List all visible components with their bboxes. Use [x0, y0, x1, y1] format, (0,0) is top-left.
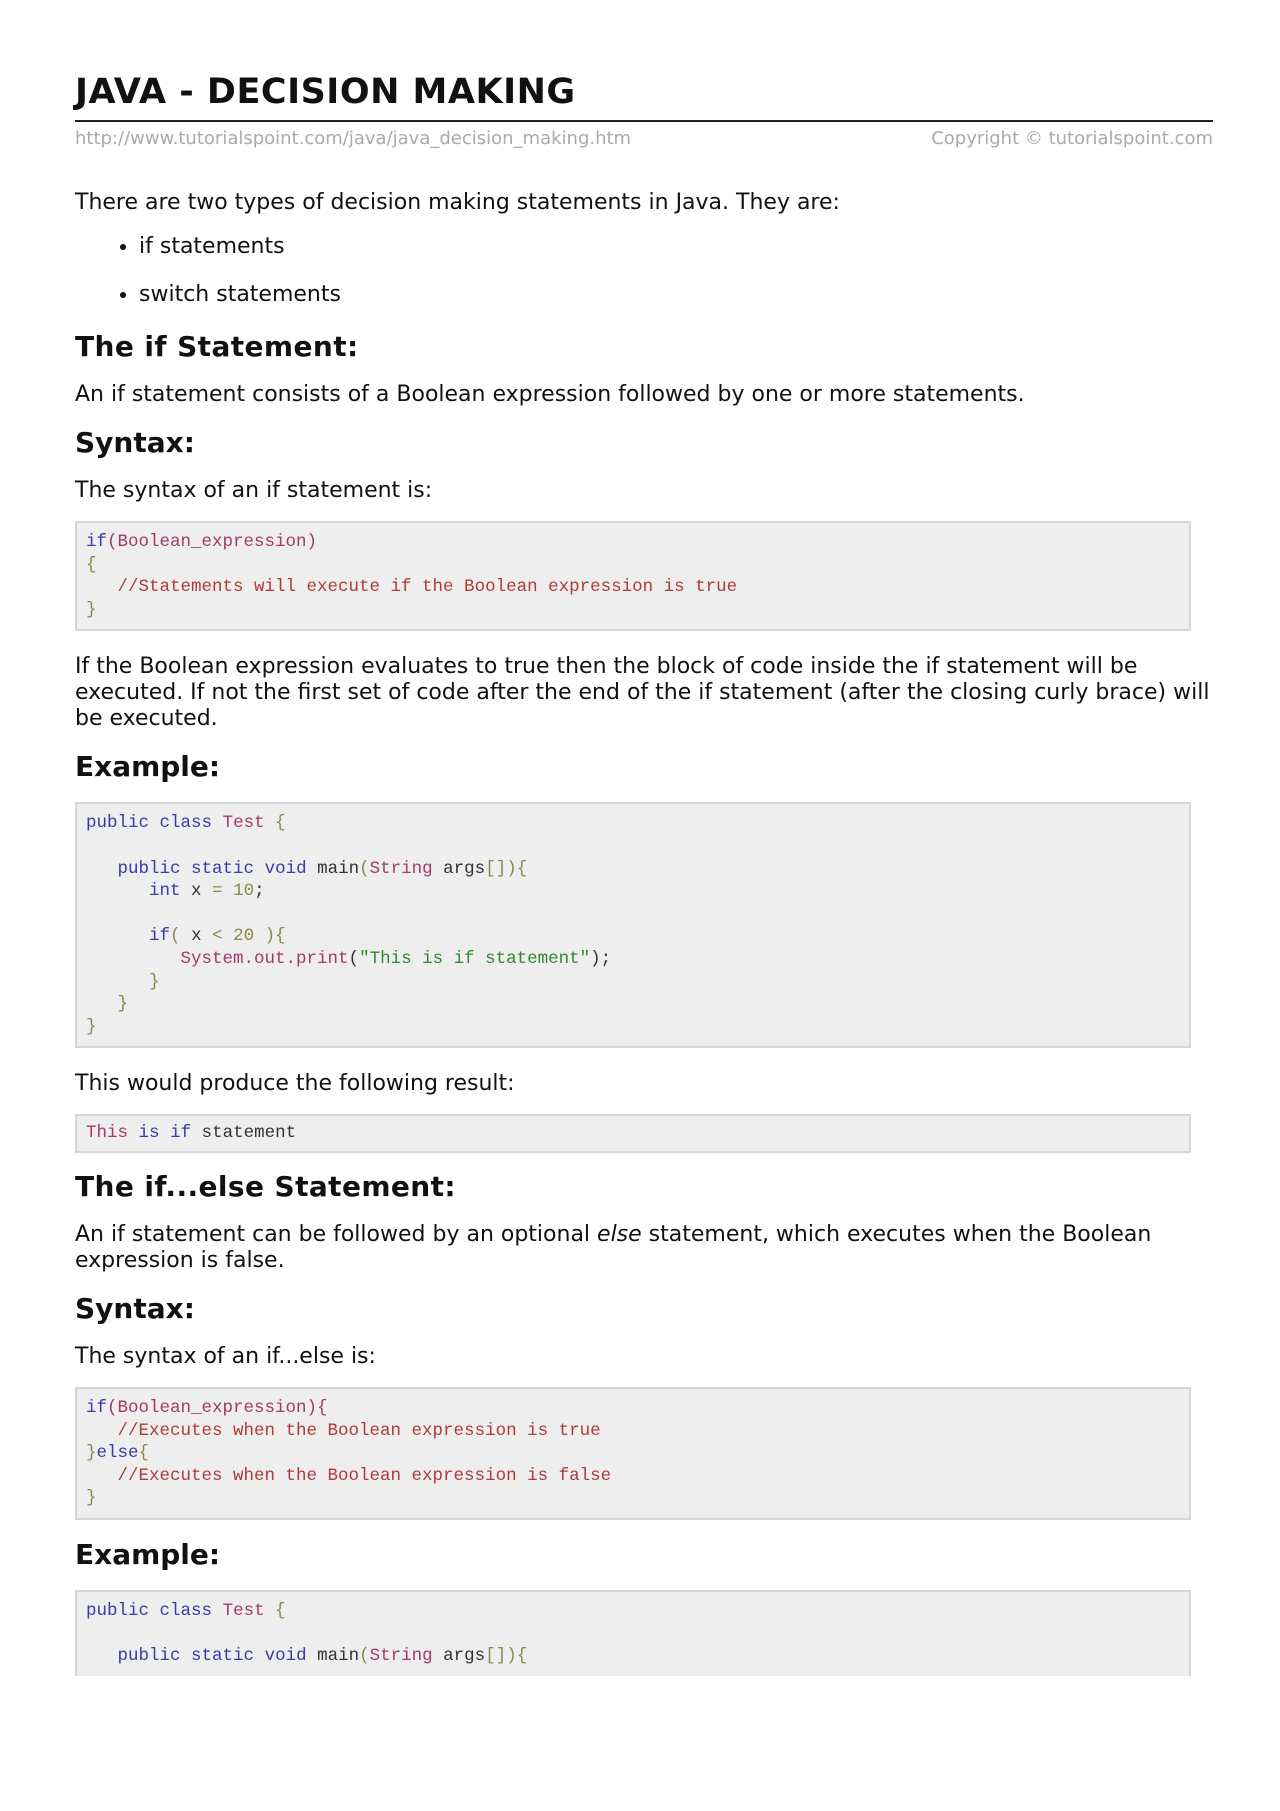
statement-types-list: [75, 234, 1213, 308]
page-meta: [75, 128, 1213, 149]
list-item: • switch statements: [139, 282, 1213, 308]
code-token: public: [86, 813, 150, 834]
code-token: else: [96, 1443, 139, 1464]
code-token: main: [317, 858, 360, 879]
page-title: JAVA - DECISION MAKING: [75, 70, 1213, 122]
code-token: args: [443, 1646, 486, 1667]
code-token: Test: [222, 813, 265, 834]
code-token: void: [264, 1646, 307, 1667]
code-token: 10: [233, 881, 255, 902]
code-token: class: [159, 813, 213, 834]
code-token: {: [86, 554, 97, 575]
code-token: static: [191, 1646, 255, 1667]
if-syntax-code: [75, 521, 1191, 631]
code-token: (Boolean_expression){: [107, 1397, 328, 1418]
code-comment: //Executes when the Boolean expression is true: [86, 1420, 601, 1441]
document-page: [75, 70, 1213, 1676]
list-item: • if statements: [139, 234, 1213, 260]
code-token: This: [86, 1123, 129, 1144]
desc-emphasis: else: [597, 1221, 642, 1247]
code-token: class: [159, 1600, 213, 1621]
code-token: if: [170, 1123, 192, 1144]
code-token: public: [86, 1600, 150, 1621]
code-token: void: [264, 858, 307, 879]
code-token: (Boolean_expression): [107, 532, 318, 552]
code-token: String: [369, 858, 433, 879]
desc-text: statement, which executes when the Boolean expression is false.: [75, 1221, 1152, 1273]
code-token: if: [86, 532, 108, 552]
syntax-heading: Syntax:: [75, 426, 195, 459]
code-token: if: [86, 1397, 108, 1418]
code-token: int: [149, 881, 181, 902]
code-comment: //Executes when the Boolean expression is false: [86, 1465, 612, 1486]
code-string: "This is if statement": [359, 948, 591, 969]
result-intro: This would produce the following result:: [75, 1071, 515, 1097]
example-heading: Example:: [75, 750, 221, 784]
code-token: }: [86, 1443, 97, 1464]
code-token: String: [369, 1646, 433, 1667]
code-token: }: [86, 599, 97, 620]
section-heading-if: The if Statement:: [75, 330, 359, 363]
code-token: 20: [233, 926, 255, 947]
if-else-example-code: public class Test { public static void main(String args[]){: [75, 1590, 1191, 1676]
code-token: Test: [222, 1600, 265, 1621]
code-token: static: [191, 858, 255, 879]
code-token: public: [117, 858, 181, 879]
syntax-intro: The syntax of an if...else is:: [75, 1343, 376, 1369]
source-url[interactable]: http://www.tutorialspoint.com/java/java_decision_making.htm: [75, 128, 632, 149]
if-else-description: [75, 1222, 1213, 1274]
code-token: args: [443, 858, 486, 879]
syntax-intro: The syntax of an if statement is:: [75, 478, 433, 503]
code-token: is: [138, 1123, 160, 1144]
desc-text: An if statement can be followed by an optional: [75, 1221, 598, 1247]
intro-paragraph: There are two types of decision making statements in Java. They are:: [75, 190, 840, 215]
code-token: }: [86, 1488, 97, 1509]
example-heading: Example:: [75, 1537, 221, 1571]
copyright-notice: Copyright © tutorialspoint.com: [931, 128, 1213, 149]
syntax-heading: Syntax:: [75, 1291, 195, 1325]
code-token: public: [117, 1646, 181, 1667]
code-comment: //Statements will execute if the Boolean expression is true: [86, 577, 738, 598]
code-token: x: [191, 881, 202, 902]
if-description: An if statement consists of a Boolean expression followed by one or more statements.: [75, 382, 1025, 407]
code-token: {: [138, 1443, 150, 1464]
if-explanation: If the Boolean expression evaluates to true then the block of code inside the if statement will be executed. If not the first set of code after the end of the if statement (after the closing curly brace) will be executed.: [75, 654, 1210, 732]
section-heading-if-else: The if...else Statement:: [75, 1169, 457, 1203]
code-token: main: [317, 1646, 360, 1667]
code-token: statement: [201, 1123, 297, 1144]
code-token: if: [149, 926, 171, 947]
code-token: System.out.print: [180, 948, 349, 969]
if-example-code: public class Test { public static void main(String args[]){ int x = 10; if( x < 20 ){ System.out.print("This is if statement"); } } }: [75, 802, 1191, 1048]
if-else-syntax-code: [75, 1387, 1191, 1520]
if-result-output: [75, 1114, 1191, 1153]
code-token: x: [191, 926, 202, 947]
